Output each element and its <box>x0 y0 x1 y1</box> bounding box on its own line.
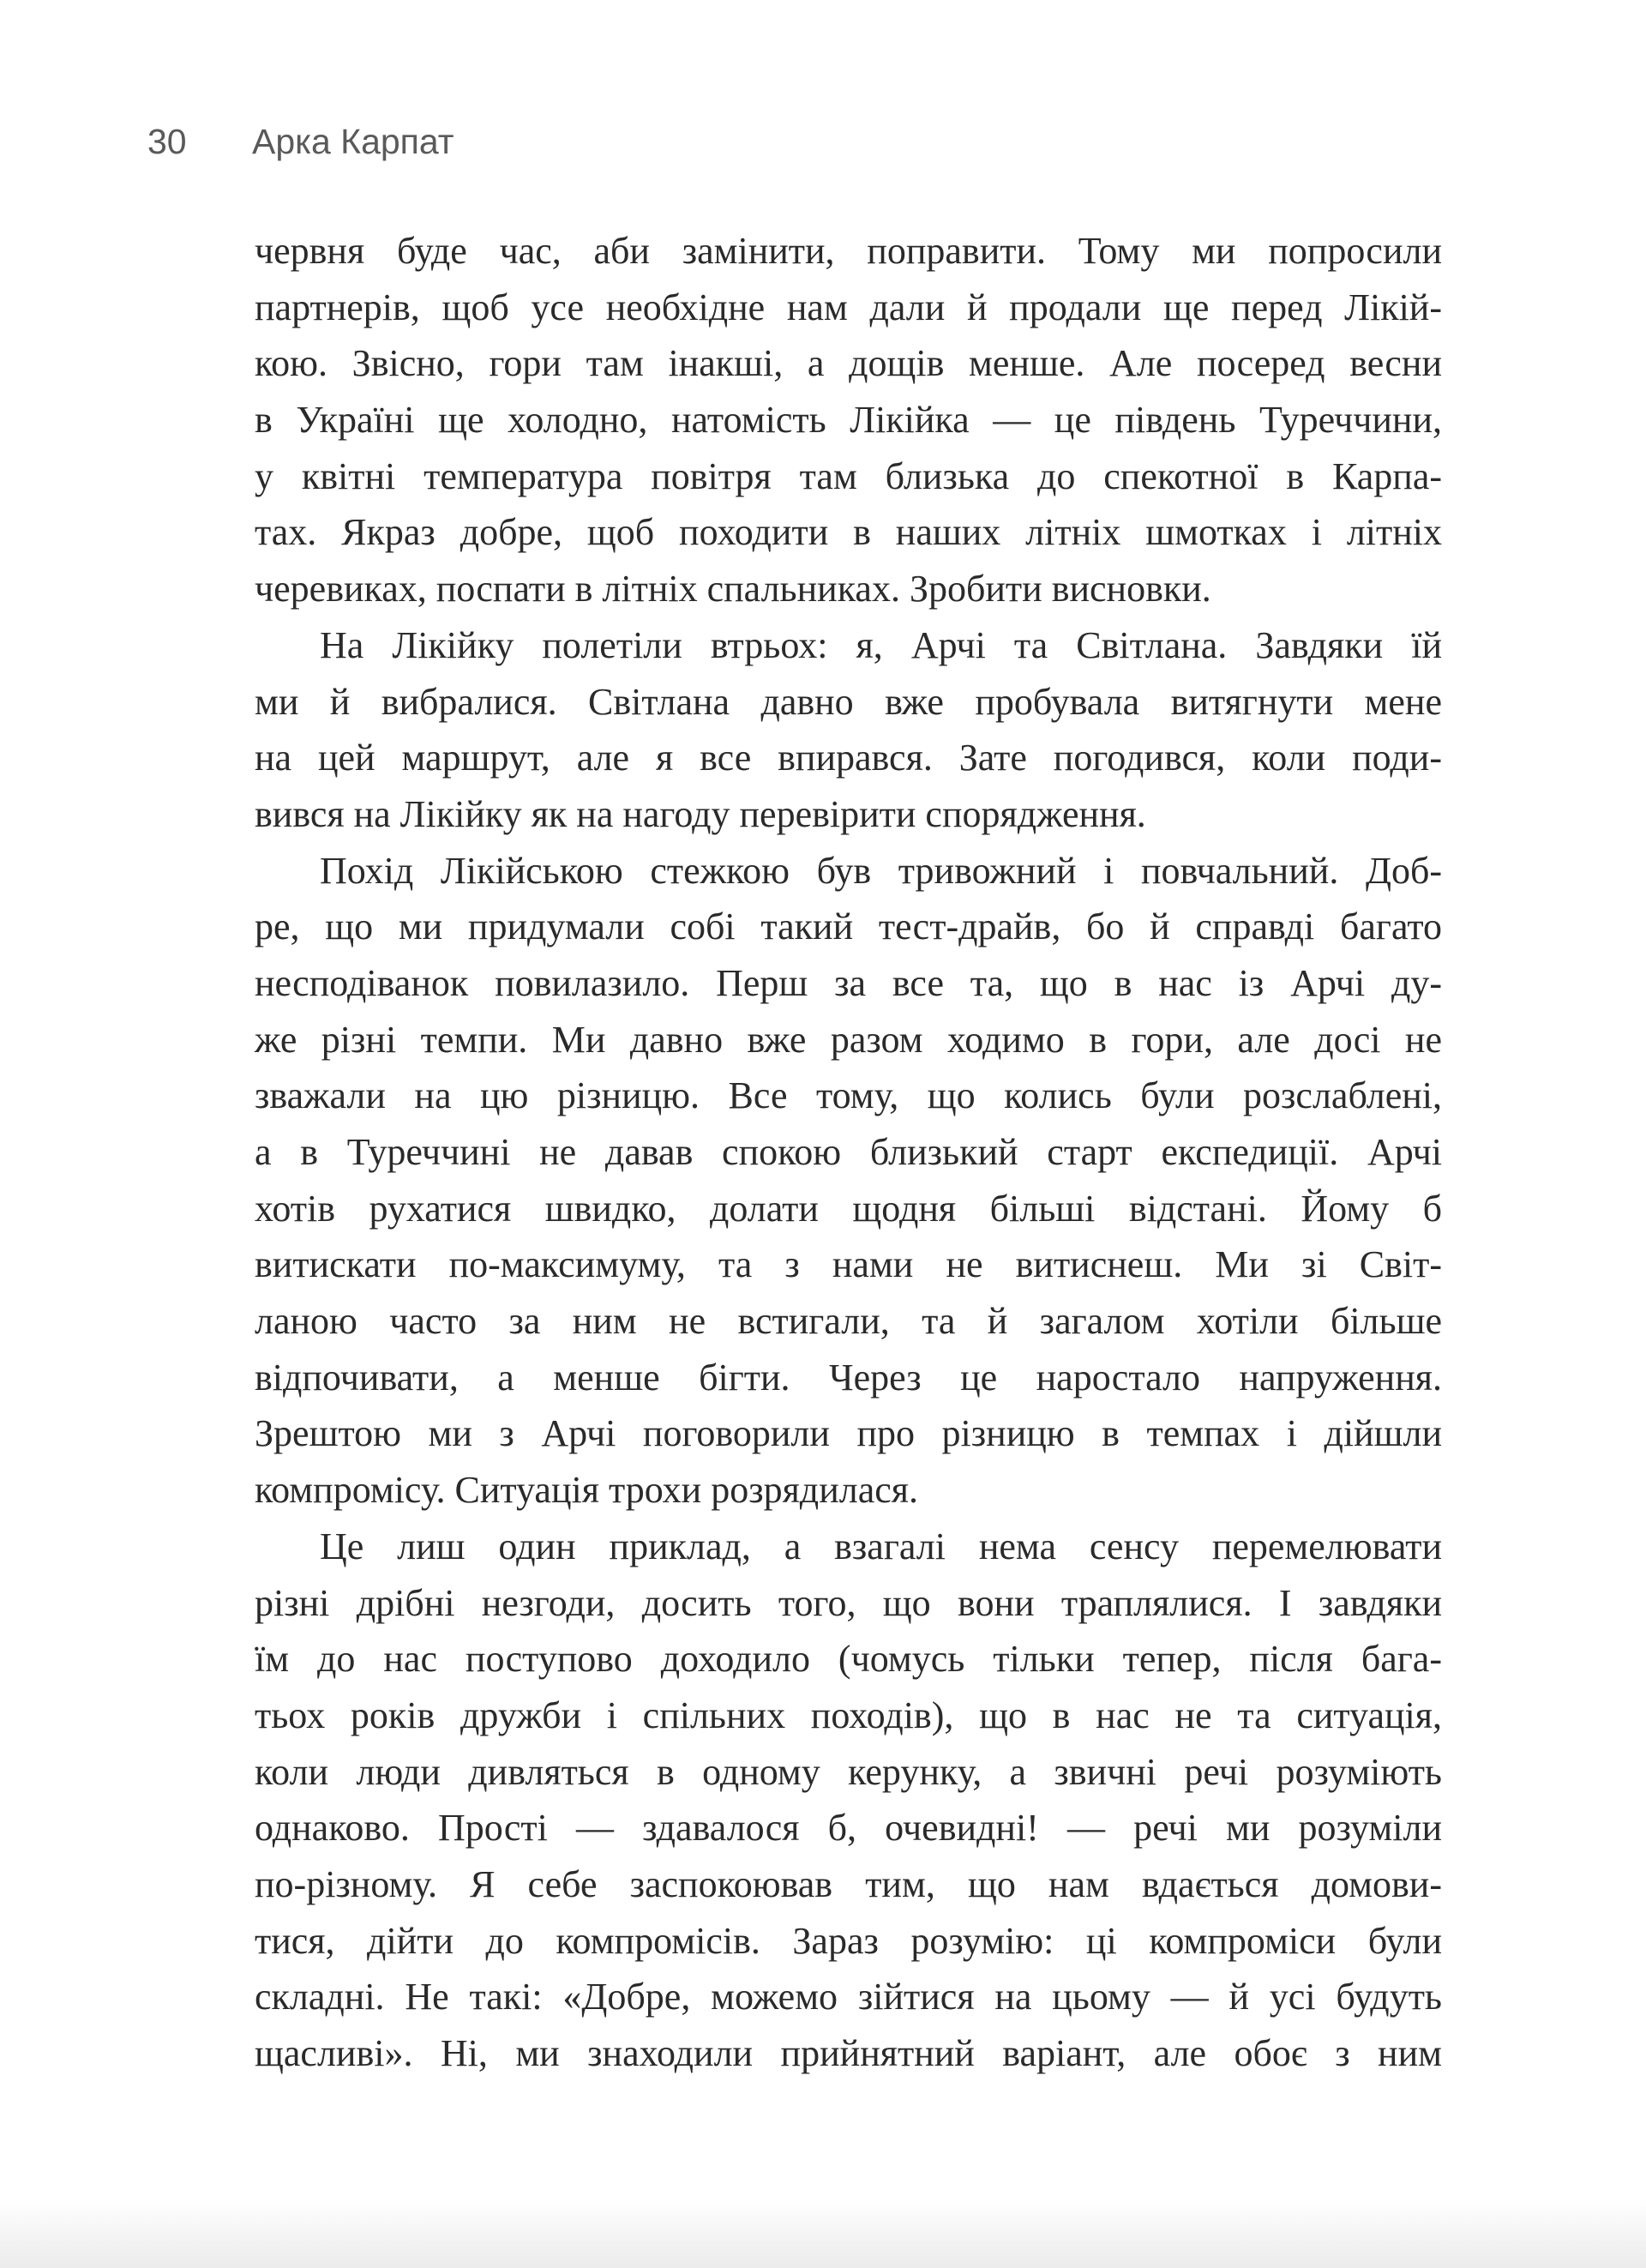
text-line: Зрештою ми з Арчі поговорили про різницю в темпах і дійшли <box>255 1412 1442 1455</box>
page-number: 30 <box>147 122 187 161</box>
text-line: тах. Якраз добре, щоб походити в наших літніх шмотках і літніх <box>255 511 1442 554</box>
text-line: а в Туреччині не давав спокою близький старт експедиції. Арчі <box>255 1131 1442 1173</box>
text-line: тися, дійти до компромісів. Зараз розумію: ці компроміси були <box>255 1919 1442 1962</box>
text-line: їм до нас поступово доходило (чомусь тільки тепер, після бага- <box>255 1638 1442 1681</box>
text-line: витискати по-максимуму, та з нами не витиснеш. Ми зі Світ- <box>255 1243 1442 1286</box>
text-line: кою. Звісно, гори там інакші, а дощів менше. Але посеред весни <box>255 342 1442 385</box>
text-line: хотів рухатися швидко, долати щодня більші відстані. Йому б <box>255 1187 1442 1230</box>
text-line: Похід Лікійською стежкою був тривожний і повчальний. Доб- <box>320 849 1442 892</box>
text-line: вився на Лікійку як на нагоду перевірити спорядження. <box>255 792 1146 835</box>
text-line: відпочивати, а менше бігти. Через це наростало напруження. <box>255 1356 1442 1399</box>
text-line: червня буде час, аби замінити, поправити. Тому ми попросили <box>255 230 1442 272</box>
text-line: черевиках, поспати в літніх спальниках. Зробити висновки. <box>255 568 1211 611</box>
bottom-shadow <box>0 2199 1646 2268</box>
text-line: однаково. Прості — здавалося б, очевидні! — речі ми розуміли <box>255 1807 1442 1850</box>
text-line: несподіванок повилазило. Перш за все та, що в нас із Арчі ду- <box>255 961 1442 1004</box>
text-line: ми й вибралися. Світлана давно вже пробувала витягнути мене <box>255 680 1442 723</box>
text-line: Це лиш один приклад, а взагалі нема сенсу перемелювати <box>320 1525 1442 1567</box>
running-title: Арка Карпат <box>252 122 454 161</box>
text-line: щасливі». Ні, ми знаходили прийнятний варіант, але обоє з ним <box>255 2032 1442 2074</box>
text-line: На Лікійку полетіли втрьох: я, Арчі та Світлана. Завдяки їй <box>320 623 1442 666</box>
text-line: по-різному. Я себе заспокоював тим, що нам вдається домови- <box>255 1862 1442 1905</box>
text-line: зважали на цю різницю. Все тому, що колись були розслаблені, <box>255 1074 1442 1117</box>
text-line: коли люди дивляться в одному керунку, а звичні речі розуміють <box>255 1750 1442 1793</box>
text-line: тьох років дружби і спільних походів), що в нас не та ситуація, <box>255 1693 1442 1736</box>
text-line: різні дрібні незгоди, досить того, що вони траплялися. І завдяки <box>255 1581 1442 1624</box>
text-line: на цей маршрут, але я все впирався. Зате погодився, коли поди- <box>255 737 1442 779</box>
text-line: в Україні ще холодно, натомість Лікійка — це південь Туреччини, <box>255 399 1442 442</box>
text-line: у квітні температура повітря там близька до спекотної в Карпа- <box>255 454 1442 497</box>
text-line: ре, що ми придумали собі такий тест-драйв, бо й справді багато <box>255 905 1442 948</box>
text-line: ланою часто за ним не встигали, та й загалом хотіли більше <box>255 1300 1442 1343</box>
text-line: компромісу. Ситуація трохи розрядилася. <box>255 1469 918 1512</box>
text-line: складні. Не такі: «Добре, можемо зійтися на цьому — й усі будуть <box>255 1976 1442 2018</box>
text-line: же різні темпи. Ми давно вже разом ходимо в гори, але досі не <box>255 1018 1442 1061</box>
text-line: партнерів, щоб усе необхідне нам дали й продали ще перед Лікій- <box>255 286 1442 328</box>
body-text <box>255 223 1442 2082</box>
